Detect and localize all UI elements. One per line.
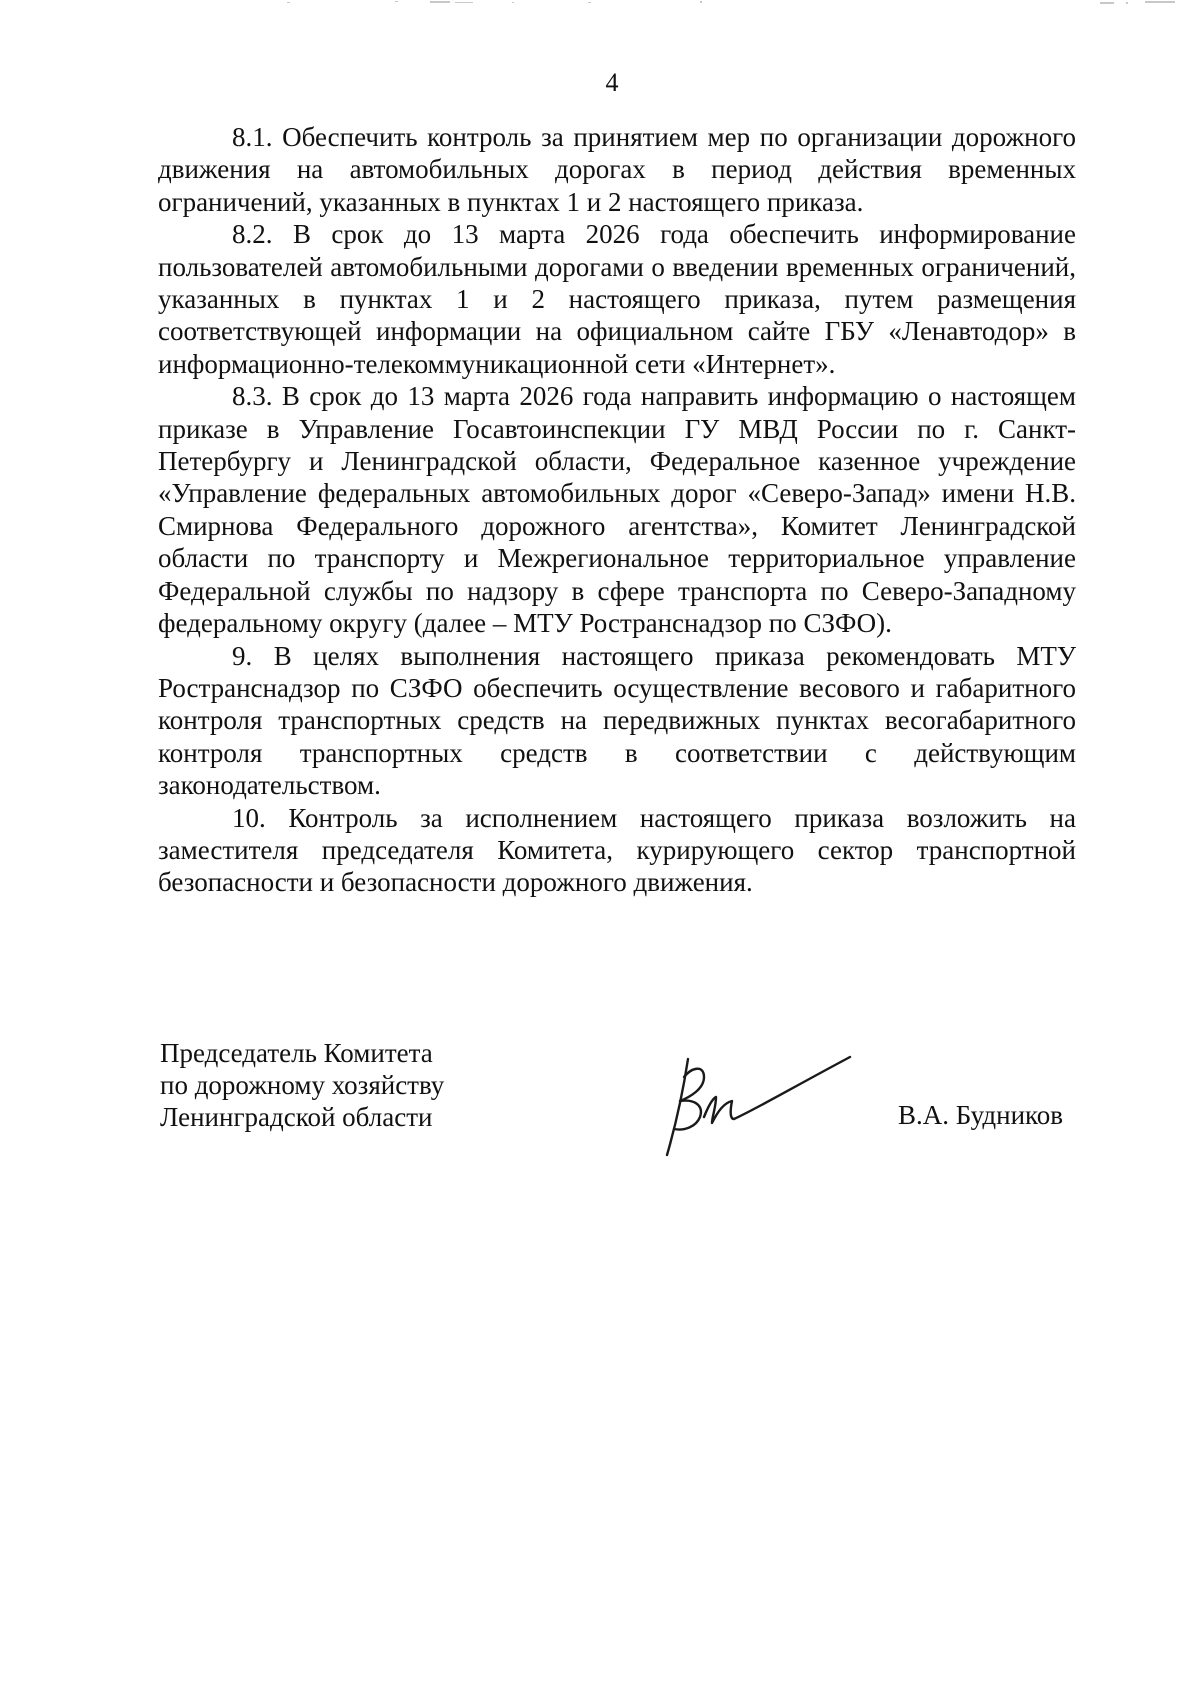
position-line: Ленинградской области bbox=[160, 1102, 433, 1132]
paragraph-10: 10. Контроль за исполнением настоящего приказа возложить на заместителя председателя Комитета, курирующего сектор транспортной безопасности и безопасности дорожного движения. bbox=[158, 802, 1076, 898]
handwritten-signature bbox=[660, 1055, 860, 1160]
signatory-position bbox=[160, 1037, 444, 1133]
signer-name: В.А. Будников bbox=[898, 1100, 1064, 1130]
paragraph-9: 9. В целях выполнения настоящего приказа рекомендовать МТУ Ространснадзор по СЗФО обеспечить осуществление весового и габаритного контроля транспортных средств на передвижных пунктах весогабаритного контроля транспортных средств в соответствии с действующим законодательством. bbox=[158, 640, 1076, 801]
document-body bbox=[158, 121, 1076, 899]
position-line: Председатель Комитета bbox=[160, 1038, 433, 1068]
position-line: по дорожному хозяйству bbox=[160, 1070, 445, 1100]
paragraph-8-3: 8.3. В срок до 13 марта 2026 года направить информацию о настоящем приказе в Управление Госавтоинспекции ГУ МВД России по г. Санкт-Петербургу и Ленинградской области, Федеральное казенное учреждение «Управление федеральных автомобильных дорог «Северо-Запад» имени Н.В. Смирнова Федерального дорожного агентства», Комитет Ленинградской области по транспорту и Межрегиональное территориальное управление Федеральной службы по надзору в сфере транспорта по Северо-Западному федеральному округу (далее – МТУ Ространснадзор по СЗФО). bbox=[158, 381, 1076, 639]
paragraph-8-1: 8.1. Обеспечить контроль за принятием мер по организации дорожного движения на автомобильных дорогах в период действия временных ограничений, указанных в пунктах 1 и 2 настоящего приказа. bbox=[158, 122, 1076, 217]
page-number: 4 bbox=[605, 68, 619, 97]
paragraph-8-2: 8.2. В срок до 13 марта 2026 года обеспечить информирование пользователей автомобильными дорогами о введении временных ограничений, указанных в пунктах 1 и 2 настоящего приказа, путем размещения соответствующей информации на официальном сайте ГБУ «Ленавтодор» в информационно-телекоммуникационной сети «Интернет». bbox=[158, 219, 1076, 379]
scan-artifacts bbox=[0, 0, 1200, 10]
